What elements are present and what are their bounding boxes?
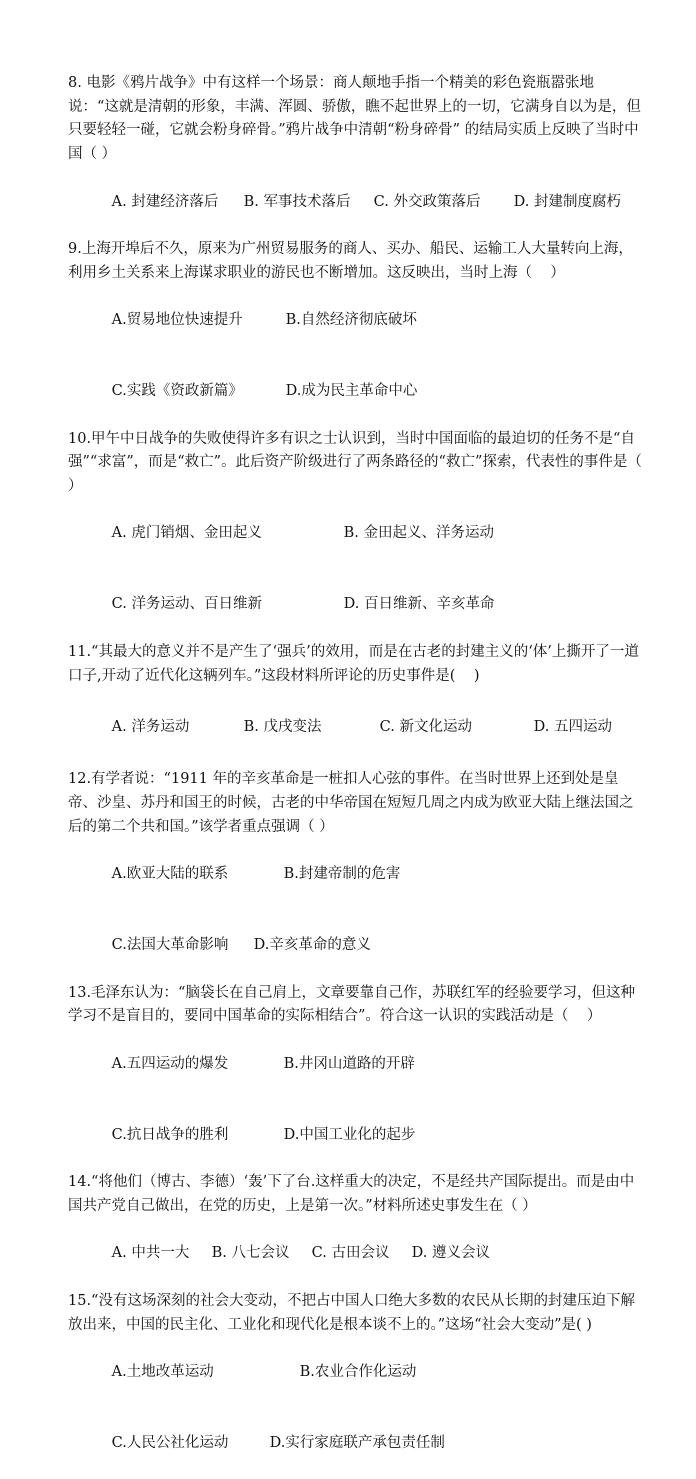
question-9-options-row-1 <box>68 285 642 356</box>
question-10-options-row-1 <box>68 499 642 570</box>
question-8-option-d[interactable]: D. 封建制度腐朽 <box>513 193 621 210</box>
question-9-option-c[interactable]: C.实践《资政新篇》 <box>111 383 243 400</box>
question-12-options-row-2 <box>68 911 642 982</box>
question-8 <box>68 72 642 238</box>
question-14-options-row-1 <box>68 1219 642 1290</box>
question-15 <box>68 1290 642 1479</box>
question-9-option-b[interactable]: B.自然经济彻底破坏 <box>285 312 417 329</box>
question-15-option-d[interactable]: D.实行家庭联产承包责任制 <box>269 1435 445 1452</box>
question-14-option-a[interactable]: A. 中共一大 <box>111 1245 190 1262</box>
question-9-options-row-2 <box>68 356 642 427</box>
question-8-option-b[interactable]: B. 军事技术落后 <box>243 193 351 210</box>
question-11-option-b[interactable]: B. 戊戌变法 <box>243 718 322 735</box>
question-9-option-a[interactable]: A.贸易地位快速提升 <box>111 312 243 329</box>
question-15-stem: 15.“没有这场深刻的社会大变动，不把占中国人口绝大多数的农民从长期的封建压迫下解放出来，中国的民主化、工业化和现代化是根本谈不上的。”这场“社会大变动”是( ) <box>68 1292 635 1333</box>
question-14 <box>68 1171 642 1290</box>
question-14-option-d[interactable]: D. 遵义会议 <box>411 1245 490 1262</box>
question-10-option-a[interactable]: A. 虎门销烟、金田起义 <box>111 525 262 542</box>
question-13 <box>68 982 642 1172</box>
question-15-option-a[interactable]: A.土地改革运动 <box>111 1363 214 1380</box>
question-14-option-b[interactable]: B. 八七会议 <box>211 1245 290 1262</box>
question-11-option-d[interactable]: D. 五四运动 <box>533 718 612 735</box>
question-10-stem: 10.甲午中日战争的失败使得许多有识之士认识到，当时中国面临的最迫切的任务不是“自强”“求富”，而是“救亡”。此后资产阶级进行了两条路径的“救亡”探索，代表性的事件是（ ） <box>68 430 670 494</box>
question-12-option-c[interactable]: C.法国大革命影响 <box>111 937 229 954</box>
question-11-option-a[interactable]: A. 洋务运动 <box>111 718 190 735</box>
question-13-option-d[interactable]: D.中国工业化的起步 <box>283 1126 416 1143</box>
question-12-option-d[interactable]: D.辛亥革命的意义 <box>253 937 371 954</box>
question-12-option-a[interactable]: A.欧亚大陆的联系 <box>111 866 229 883</box>
question-11 <box>68 641 642 764</box>
question-13-options-row-2 <box>68 1100 642 1171</box>
question-10-options-row-2 <box>68 570 642 641</box>
question-13-option-c[interactable]: C.抗日战争的胜利 <box>111 1126 229 1143</box>
question-11-stem: 11.“其最大的意义并不是产生了‘强兵’的效用，而是在古老的封建主义的‘体’上撕开了一道口子,开动了近代化这辆列车。”这段材料所评论的历史事件是( ) <box>68 643 639 684</box>
question-12 <box>68 768 642 981</box>
question-15-options-row-1 <box>68 1337 642 1408</box>
question-10-option-c[interactable]: C. 洋务运动、百日维新 <box>111 596 262 613</box>
question-10-option-b[interactable]: B. 金田起义、洋务运动 <box>343 525 495 542</box>
question-8-stem: 8. 电影《鸦片战争》中有这样一个场景：商人颠地手指一个精美的彩色瓷瓶嚣张地说：“这就是清朝的形象，丰满、浑圆、骄傲，瞧不起世界上的一切，它满身自以为是，但只要轻轻一碰，它就会粉身碎骨。”鸦片战争中清朝“粉身碎骨” 的结局实质上反映了当时中国（ ） <box>68 75 641 163</box>
question-9 <box>68 238 642 428</box>
question-15-options-row-2 <box>68 1408 642 1479</box>
question-12-options-row-1 <box>68 840 642 911</box>
question-12-stem: 12.有学者说：“1911 年的辛亥革命是一桩扣人心弦的事件。在当时世界上还到处是皇帝、沙皇、苏丹和国王的时候，古老的中华帝国在短短几周之内成为欧亚大陆上继法国之后的第二个共和国。”该学者重点强调（ ） <box>68 771 634 835</box>
question-8-option-c[interactable]: C. 外交政策落后 <box>373 193 481 210</box>
question-13-options-row-1 <box>68 1029 642 1100</box>
question-10 <box>68 428 670 641</box>
question-14-stem: 14.“将他们（博古、李德）‘轰’下了台.这样重大的决定，不是经共产国际提出。而是由中国共产党自己做出，在党的历史，上是第一次。”材料所述史事发生在（ ） <box>68 1174 635 1215</box>
question-13-option-b[interactable]: B.井冈山道路的开辟 <box>283 1055 415 1072</box>
question-15-option-c[interactable]: C.人民公社化运动 <box>111 1435 229 1452</box>
question-11-options-row-1 <box>68 692 642 763</box>
question-9-option-d[interactable]: D.成为民主革命中心 <box>285 383 418 400</box>
question-13-stem: 13.毛泽东认为：“脑袋长在自己肩上，文章要靠自己作，苏联红军的经验要学习，但这种学习不是盲目的，要同中国革命的实际相结合”。符合这一认识的实践活动是（ ） <box>68 984 635 1025</box>
question-15-option-b[interactable]: B.农业合作化运动 <box>299 1363 417 1380</box>
question-12-option-b[interactable]: B.封建帝制的危害 <box>283 866 401 883</box>
question-10-option-d[interactable]: D. 百日维新、辛亥革命 <box>343 596 495 613</box>
question-14-option-c[interactable]: C. 古田会议 <box>311 1245 390 1262</box>
question-13-option-a[interactable]: A.五四运动的爆发 <box>111 1055 229 1072</box>
question-8-options-row-1 <box>68 167 642 238</box>
question-9-stem: 9.上海开埠后不久，原来为广州贸易服务的商人、买办、船民、运输工人大量转向上海，利用乡土关系来上海谋求职业的游民也不断增加。这反映出，当时上海（ ） <box>68 240 633 281</box>
question-11-option-c[interactable]: C. 新文化运动 <box>379 718 472 735</box>
question-8-option-a[interactable]: A. 封建经济落后 <box>111 193 219 210</box>
